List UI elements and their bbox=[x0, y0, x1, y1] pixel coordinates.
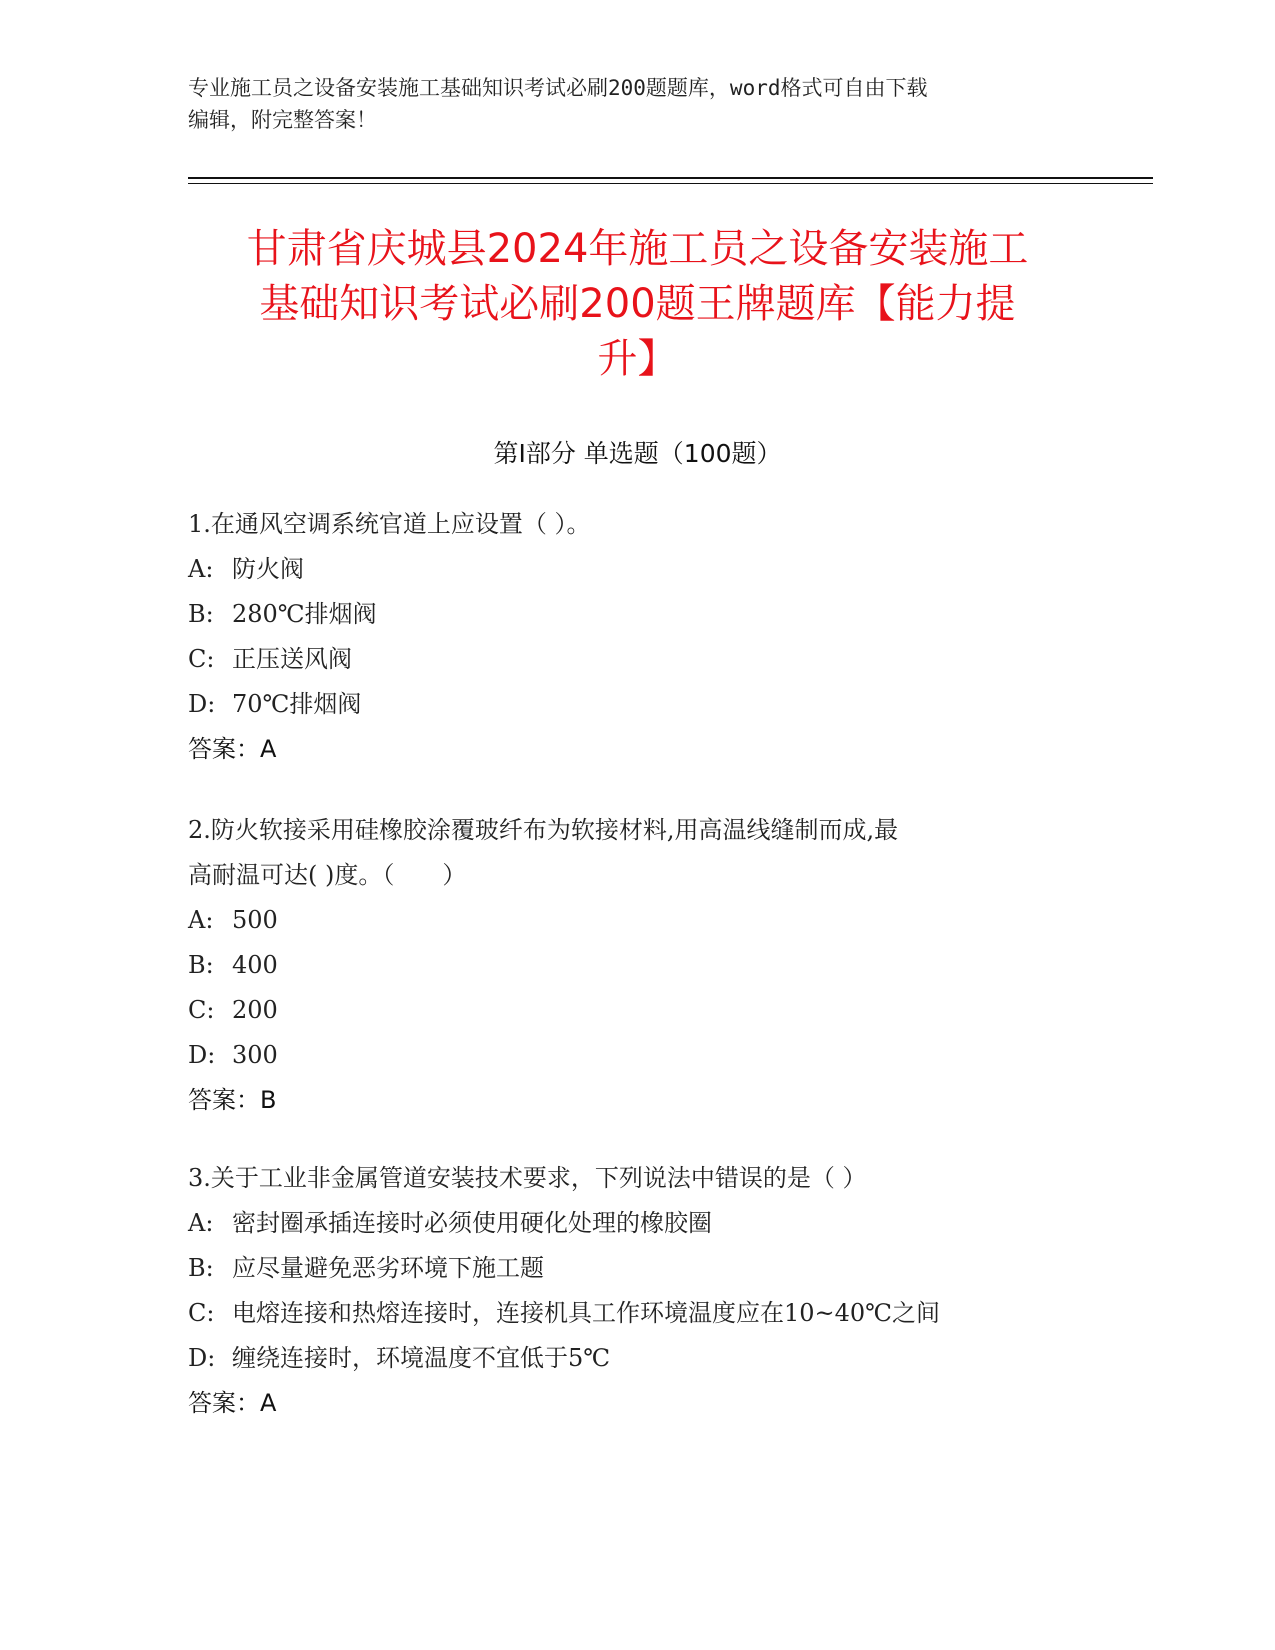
question-1-option-b bbox=[188, 592, 1068, 637]
option-text: 应尽量避免恶劣环境下施工题 bbox=[232, 1254, 544, 1282]
option-text: 正压送风阀 bbox=[232, 645, 352, 673]
document-title-line-1: 甘肃省庆城县2024年施工员之设备安装施工 bbox=[246, 226, 1029, 272]
question-3 bbox=[188, 1156, 1068, 1426]
option-letter: B: bbox=[188, 951, 214, 979]
question-1-option-a bbox=[188, 547, 1068, 592]
header-rule-thick bbox=[188, 177, 1153, 179]
question-1-answer: 答案：A bbox=[188, 735, 277, 763]
question-3-option-c bbox=[188, 1291, 1068, 1336]
option-letter: A: bbox=[188, 906, 214, 934]
question-1-option-c bbox=[188, 637, 1068, 682]
option-text: 密封圈承插连接时必须使用硬化处理的橡胶圈 bbox=[232, 1209, 712, 1237]
question-2 bbox=[188, 808, 1068, 1123]
option-letter: D: bbox=[188, 1344, 216, 1372]
option-letter: C: bbox=[188, 645, 215, 673]
question-1-stem: 1.在通风空调系统官道上应设置（ ）。 bbox=[188, 510, 591, 538]
option-letter: A: bbox=[188, 1209, 214, 1237]
option-letter: B: bbox=[188, 600, 214, 628]
document-title-line-3: 升】 bbox=[597, 336, 678, 382]
option-text: 70℃排烟阀 bbox=[232, 690, 362, 718]
section-heading: 第Ⅰ部分 单选题（100题） bbox=[493, 439, 782, 468]
option-text: 300 bbox=[232, 1041, 278, 1069]
header-rule-thin bbox=[188, 183, 1153, 184]
option-text: 电熔连接和热熔连接时，连接机具工作环境温度应在10~40℃之间 bbox=[232, 1299, 941, 1327]
option-text: 200 bbox=[232, 996, 278, 1024]
option-letter: C: bbox=[188, 1299, 215, 1327]
question-3-stem: 3.关于工业非金属管道安装技术要求，下列说法中错误的是（ ） bbox=[188, 1164, 867, 1192]
option-text: 400 bbox=[232, 951, 278, 979]
header-note-line-2: 编辑，附完整答案！ bbox=[188, 108, 377, 132]
document-title-line-2: 基础知识考试必刷200题王牌题库【能力提 bbox=[259, 281, 1016, 327]
option-letter: D: bbox=[188, 690, 216, 718]
question-2-option-a bbox=[188, 898, 1068, 943]
option-text: 500 bbox=[232, 906, 278, 934]
option-letter: A: bbox=[188, 555, 214, 583]
question-2-option-d bbox=[188, 1033, 1068, 1078]
header-note bbox=[188, 72, 1088, 136]
question-3-option-d bbox=[188, 1336, 1068, 1381]
option-text: 防火阀 bbox=[232, 555, 304, 583]
question-3-option-b bbox=[188, 1246, 1068, 1291]
option-text: 缠绕连接时，环境温度不宜低于5℃ bbox=[232, 1344, 611, 1372]
header-note-line-1: 专业施工员之设备安装施工基础知识考试必刷200题题库，word格式可自由下载 bbox=[188, 76, 928, 100]
document-title bbox=[160, 222, 1115, 387]
option-letter: B: bbox=[188, 1254, 214, 1282]
option-text: 280℃排烟阀 bbox=[232, 600, 377, 628]
question-3-option-a bbox=[188, 1201, 1068, 1246]
question-2-stem-line-2: 高耐温可达( )度。（ ） bbox=[188, 861, 467, 889]
question-2-option-c bbox=[188, 988, 1068, 1033]
question-2-answer: 答案：B bbox=[188, 1086, 277, 1114]
question-2-option-b bbox=[188, 943, 1068, 988]
option-letter: D: bbox=[188, 1041, 216, 1069]
question-1 bbox=[188, 502, 1068, 772]
option-letter: C: bbox=[188, 996, 215, 1024]
question-1-option-d bbox=[188, 682, 1068, 727]
question-3-answer: 答案：A bbox=[188, 1389, 277, 1417]
question-2-stem-line-1: 2.防火软接采用硅橡胶涂覆玻纤布为软接材料,用高温线缝制而成,最 bbox=[188, 816, 899, 844]
